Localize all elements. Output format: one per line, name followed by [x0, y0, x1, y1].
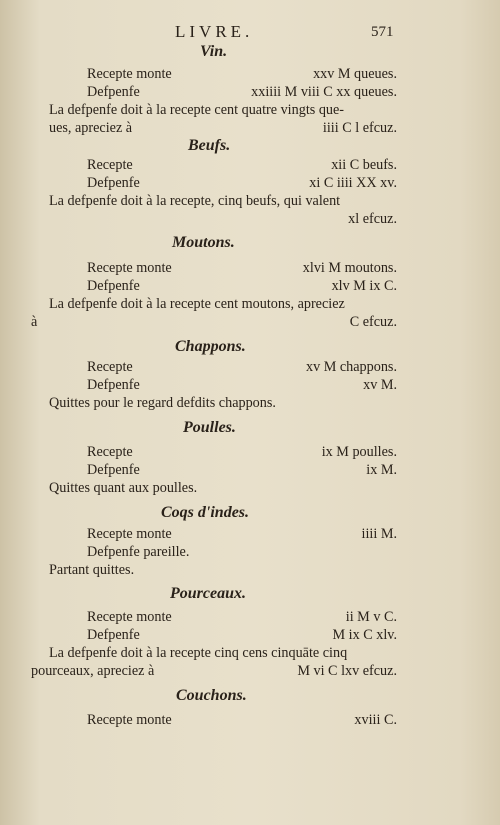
- line-left: Defpenfe: [87, 627, 140, 643]
- line-text: Defpenfe pareille.: [87, 544, 190, 560]
- line-text: La defpenfe doit à la recepte, cinq beufs, qui valent: [49, 193, 341, 209]
- line-left: Recepte monte: [87, 526, 172, 542]
- line-right: ii M v C.: [345, 609, 397, 625]
- line-left: pourceaux, apreciez à: [31, 663, 155, 679]
- line-left: Recepte monte: [87, 609, 172, 625]
- line-right: xi C iiii XX xv.: [309, 175, 397, 191]
- line-left: Recepte monte: [87, 66, 172, 82]
- line-right: M vi C lxv efcuz.: [297, 663, 397, 679]
- line-text: La defpenfe doit à la recepte cent quatre vingts que-: [49, 102, 345, 118]
- line-right: ix M.: [366, 462, 397, 478]
- section-title-chappons: Chappons.: [175, 338, 246, 355]
- section-title-coqs-dindes: Coqs d'indes.: [161, 504, 250, 521]
- line-right: iiii C l efcuz.: [322, 120, 397, 136]
- section-title-pourceaux: Pourceaux.: [170, 585, 246, 602]
- section-title-vin: Vin.: [200, 43, 228, 60]
- line-left: à: [31, 314, 38, 330]
- line-right: xv M chappons.: [305, 359, 397, 375]
- line-left: Recepte monte: [87, 260, 172, 276]
- line-right: xlv M ix C.: [331, 278, 397, 294]
- line-left: ues, apreciez à: [49, 120, 133, 136]
- line-left: Recepte monte: [87, 712, 172, 728]
- line-left: Defpenfe: [87, 84, 140, 100]
- line-left: Recepte: [87, 359, 133, 375]
- line-text: La defpenfe doit à la recepte cinq cens cinquāte cinq: [49, 645, 348, 661]
- line-left: Defpenfe: [87, 377, 140, 393]
- section-title-moutons: Moutons.: [172, 234, 235, 251]
- line-right: iiii M.: [361, 526, 397, 542]
- line-right: xlvi M moutons.: [302, 260, 397, 276]
- line-right: C efcuz.: [349, 314, 397, 330]
- line-right: xl efcuz.: [348, 211, 397, 227]
- line-left: Recepte: [87, 444, 133, 460]
- line-right: M ix C xlv.: [332, 627, 397, 643]
- line-text: La defpenfe doit à la recepte cent moutons, apreciez: [49, 296, 345, 312]
- line-right: xxv M queues.: [313, 66, 397, 82]
- line-right: xviii C.: [354, 712, 397, 728]
- page-number: 571: [371, 24, 394, 40]
- section-title-beufs: Beufs.: [188, 137, 231, 154]
- line-left: Recepte: [87, 157, 133, 173]
- line-right: xxiiii M viii C xx queues.: [251, 84, 397, 100]
- line-left: Defpenfe: [87, 462, 140, 478]
- line-right: xii C beufs.: [331, 157, 397, 173]
- section-title-couchons: Couchons.: [176, 687, 247, 704]
- running-header: LIVRE.: [175, 22, 254, 41]
- line-left: Defpenfe: [87, 278, 140, 294]
- section-title-poulles: Poulles.: [183, 419, 236, 436]
- line-text: Quittes quant aux poulles.: [49, 480, 198, 496]
- line-right: ix M poulles.: [321, 444, 397, 460]
- line-text: Partant quittes.: [49, 562, 135, 578]
- line-left: Defpenfe: [87, 175, 140, 191]
- line-right: xv M.: [363, 377, 397, 393]
- line-text: Quittes pour le regard defdits chappons.: [49, 395, 276, 411]
